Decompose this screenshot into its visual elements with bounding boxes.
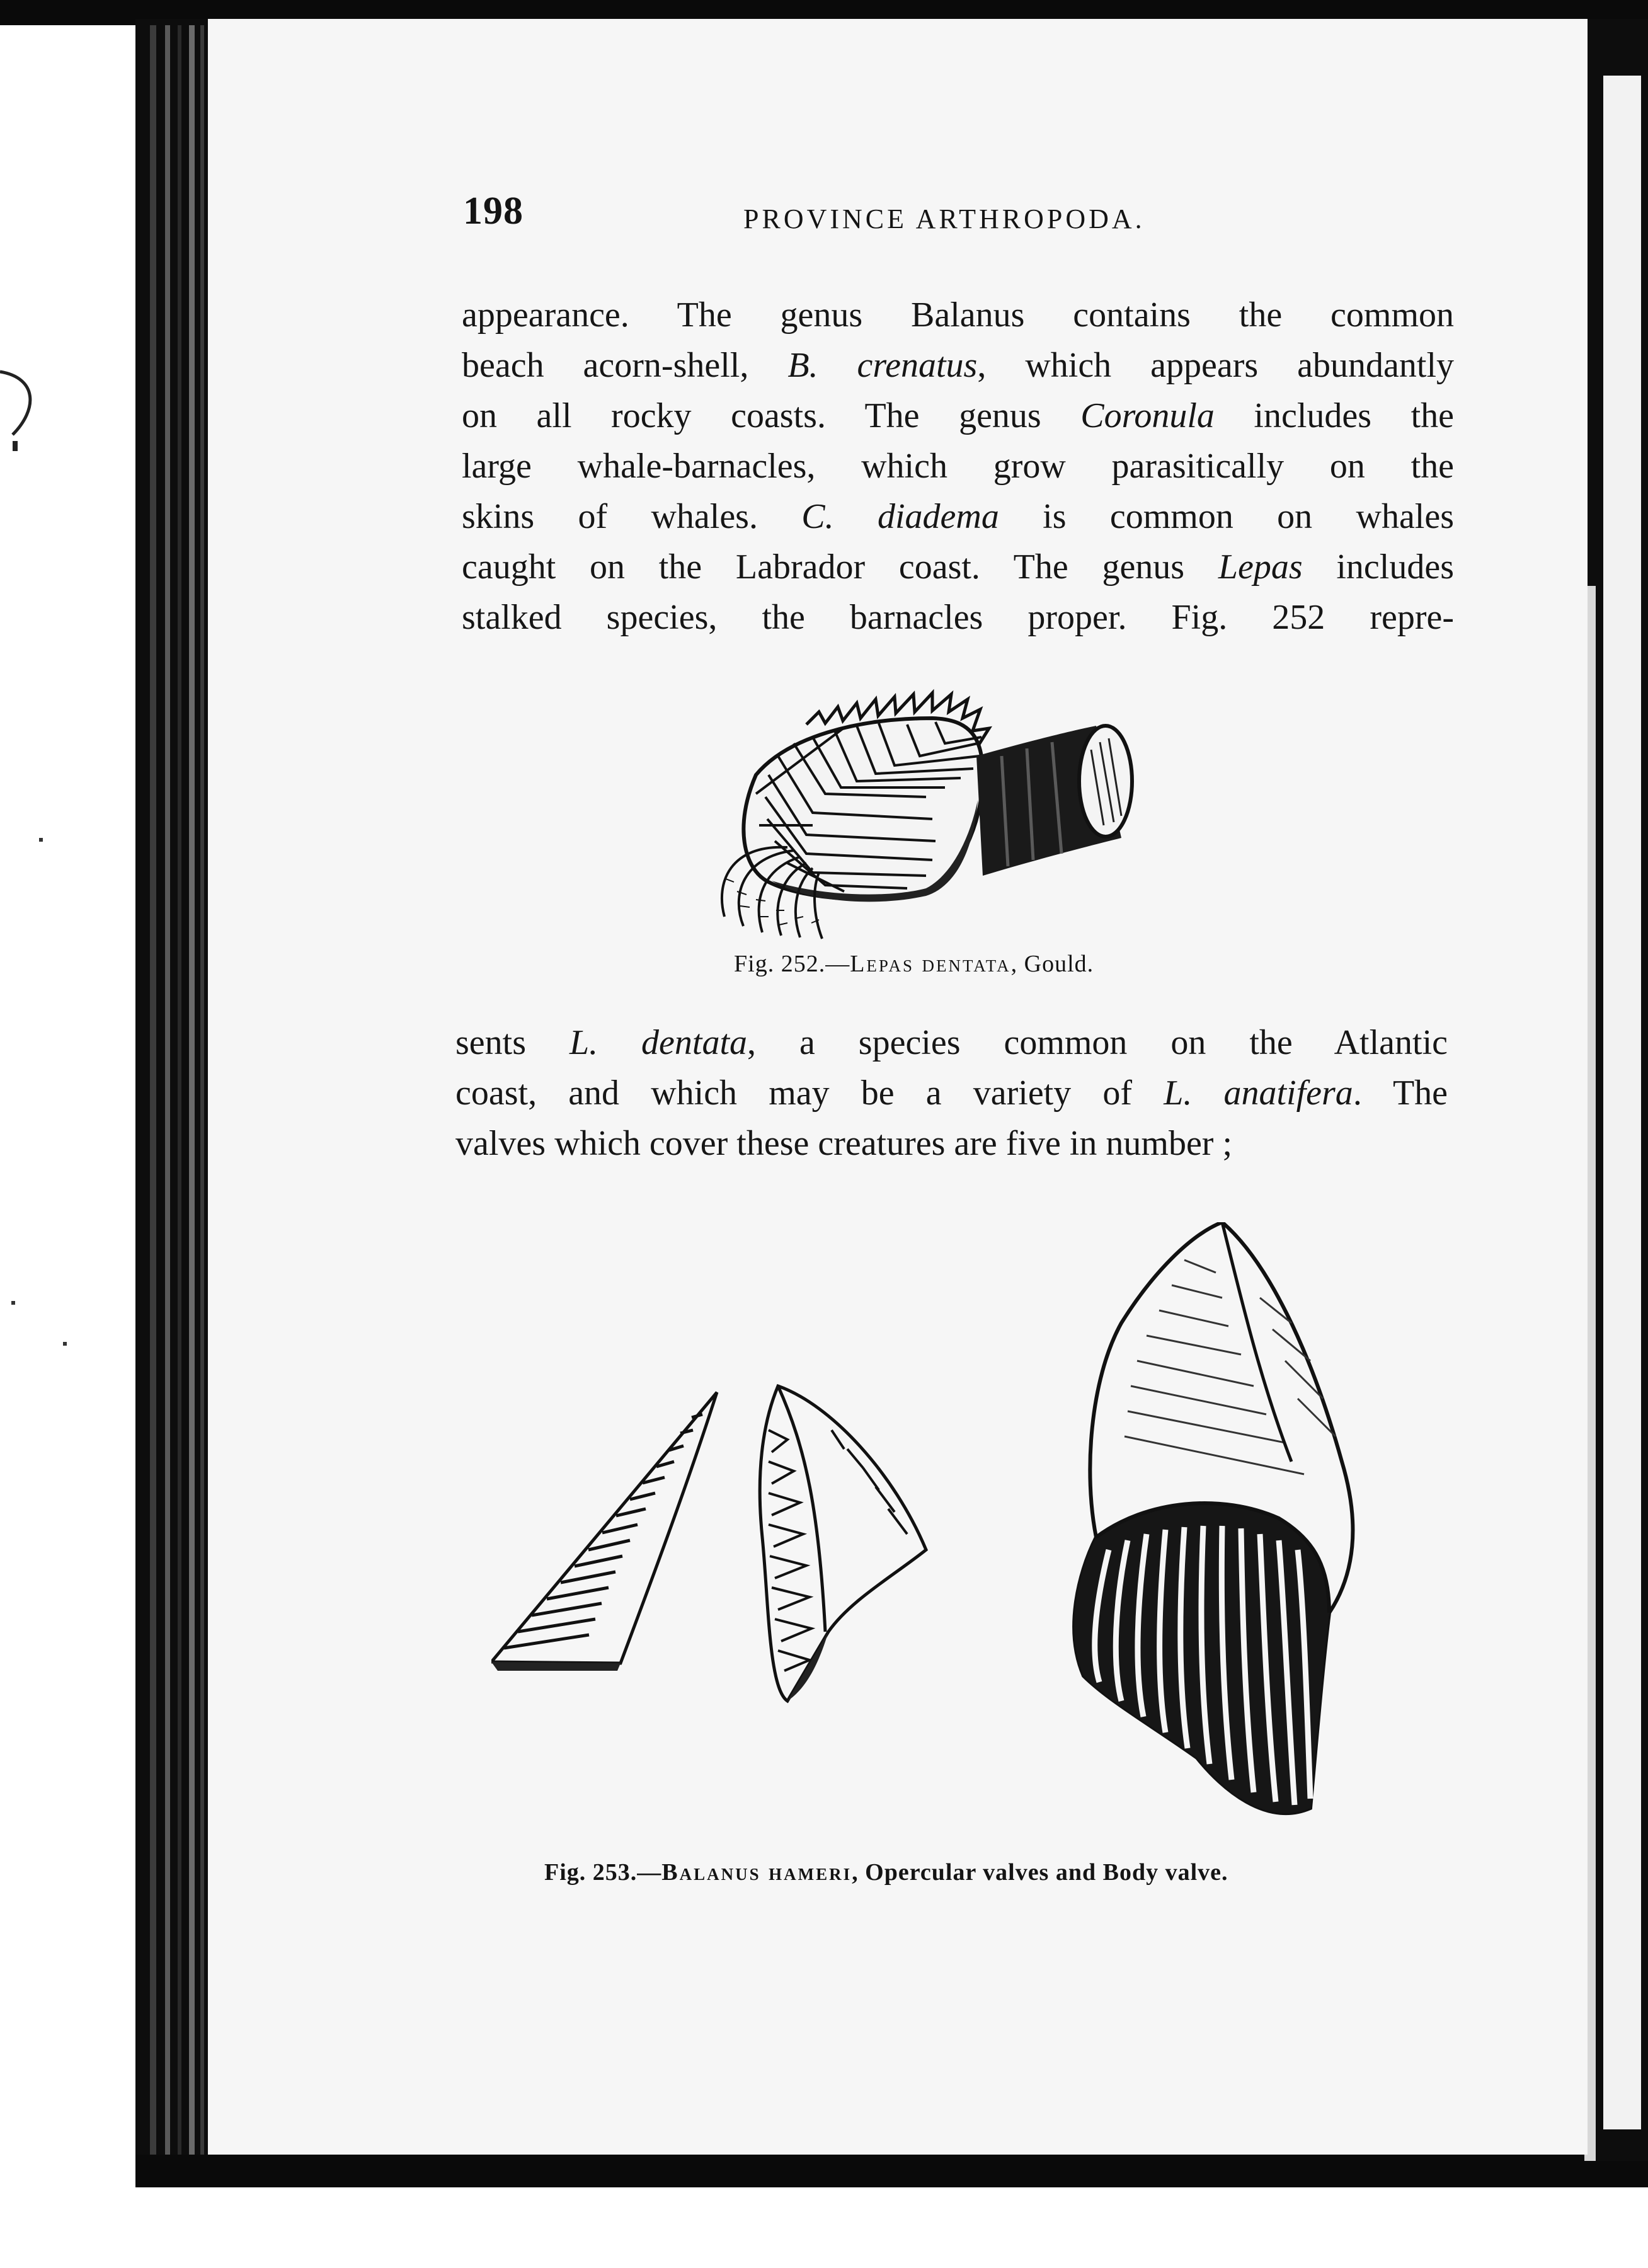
- lepas-dentata-illustration: [718, 668, 1197, 945]
- text-line: sents L. dentata, a species common on the Atlantic: [455, 1023, 1448, 1062]
- running-head: PROVINCE ARTHROPODA.: [743, 203, 1145, 234]
- paragraph-2: [455, 1017, 1448, 1169]
- opercular-valve-middle: [760, 1386, 926, 1701]
- text-line: beach acorn-shell, B. crenatus, which appears abundantly: [462, 346, 1455, 385]
- body-valve: [1074, 1222, 1353, 1813]
- text-line: stalked species, the barnacles proper. Fig. 252 repre-: [462, 598, 1454, 637]
- balanus-hameri-illustration: [491, 1222, 1380, 1852]
- figure-252-lepas-dentata: [718, 668, 1197, 945]
- text-line: valves which cover these creatures are five in number ;: [455, 1124, 1233, 1163]
- figure-253-caption: Fig. 253.—Balanus hameri, Opercular valves and Body valve.: [544, 1859, 1228, 1886]
- figure-252-caption: Fig. 252.—Lepas dentata, Gould.: [734, 951, 1094, 977]
- text-line: caught on the Labrador coast. The genus Lepas includes: [462, 547, 1454, 587]
- page-number: 198: [463, 190, 524, 232]
- text-line: on all rocky coasts. The genus Coronula includes the: [462, 396, 1454, 435]
- text-line: appearance. The genus Balanus contains the common: [462, 295, 1454, 335]
- paragraph-1: [462, 290, 1454, 643]
- text-line: coast, and which may be a variety of L. anatifera. The: [455, 1074, 1448, 1113]
- text-line: large whale-barnacles, which grow parasitically on the: [462, 447, 1454, 486]
- text-line: skins of whales. C. diadema is common on whales: [462, 497, 1454, 536]
- figure-253-balanus-hameri: [491, 1222, 1380, 2268]
- opercular-valve-left: [491, 1392, 717, 1671]
